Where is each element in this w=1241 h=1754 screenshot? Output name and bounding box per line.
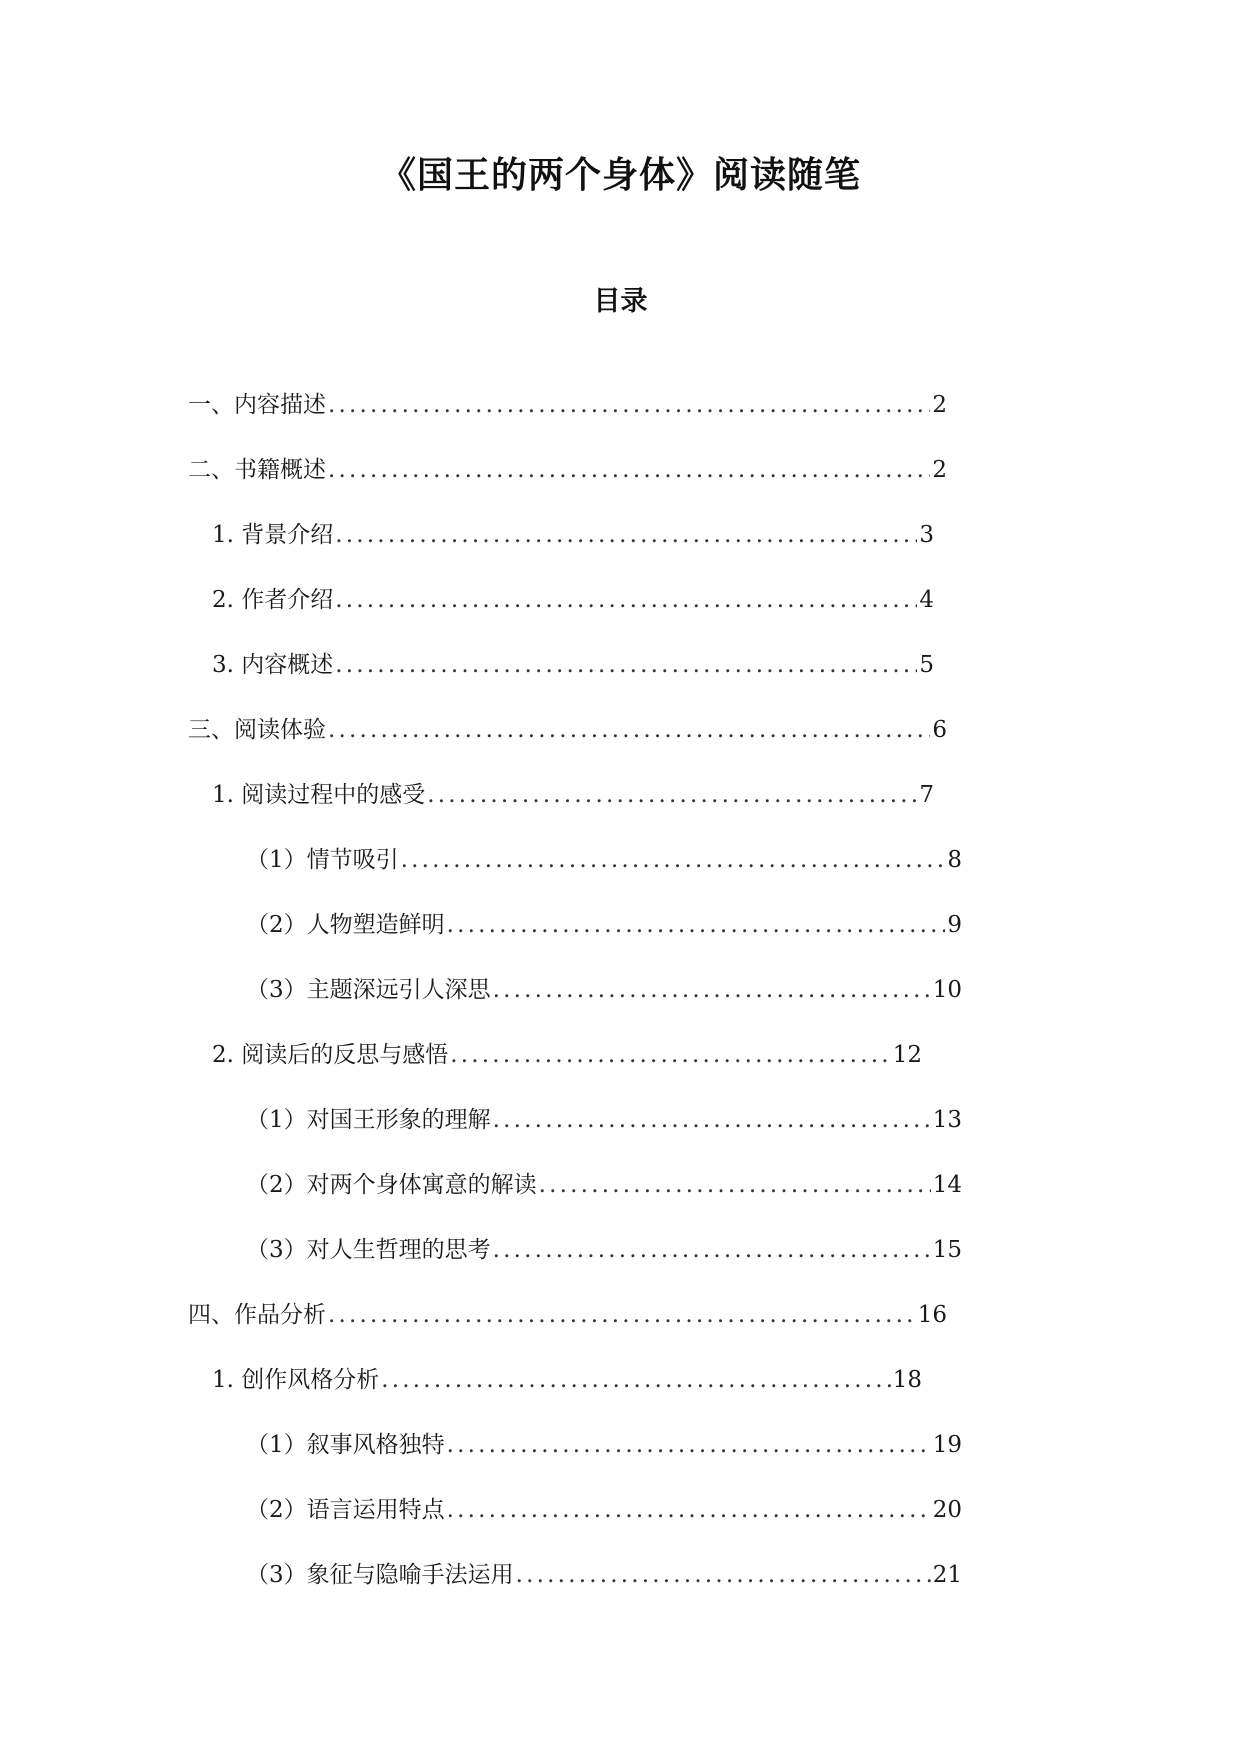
toc-entry[interactable] [246,840,962,880]
toc-entry[interactable] [212,580,934,620]
toc-entry-label: 1. 背景介绍 [212,522,334,548]
toc-entry[interactable] [188,1295,947,1335]
toc-dot-leader [447,1425,931,1465]
toc-page-number: 16 [917,1302,947,1328]
toc-entry[interactable] [212,775,934,815]
toc-entry[interactable] [188,450,947,490]
toc-entry-label: （1）叙事风格独特 [246,1432,445,1458]
toc-entry-label: 四、作品分析 [188,1302,326,1328]
toc-entry-label: 1. 阅读过程中的感受 [212,782,426,808]
toc-entry-label: （1）情节吸引 [246,847,399,873]
toc-dot-leader [335,515,917,555]
toc-dot-leader [447,905,946,945]
toc-entry[interactable] [212,645,934,685]
toc-entry-label: 2. 作者介绍 [212,587,334,613]
toc-entry[interactable] [246,1555,962,1595]
toc-entry-label: （3）主题深远引人深思 [246,977,491,1003]
toc-dot-leader [427,775,917,815]
toc-entry[interactable] [246,1230,962,1270]
toc-page-number: 2 [932,392,947,418]
toc-page-number: 12 [892,1042,922,1068]
toc-page-number: 4 [919,587,934,613]
toc-page-number: 8 [947,847,962,873]
toc-page-number: 5 [919,652,934,678]
document-title: 《国王的两个身体》阅读随笔 [379,155,861,196]
toc-entry-label: （2）语言运用特点 [246,1497,445,1523]
toc-page-number: 6 [932,717,947,743]
toc-entry-label: 一、内容描述 [188,392,326,418]
toc-page-number: 21 [932,1562,962,1588]
toc-entry-label: （1）对国王形象的理解 [246,1107,491,1133]
toc-entry-label: 三、阅读体验 [188,717,326,743]
toc-dot-leader [335,645,917,685]
toc-entry[interactable] [188,385,947,425]
toc-heading: 目录 [593,286,648,317]
toc-dot-leader [493,1100,931,1140]
toc-entry-label: （3）象征与隐喻手法运用 [246,1562,514,1588]
toc-dot-leader [328,385,930,425]
toc-entry-label: 1. 创作风格分析 [212,1367,380,1393]
toc-entry-label: 3. 内容概述 [212,652,334,678]
toc-entry[interactable] [246,905,962,945]
toc-entry[interactable] [246,1165,962,1205]
toc-page-number: 9 [947,912,962,938]
toc-page-number: 19 [932,1432,962,1458]
toc-entry-label: 2. 阅读后的反思与感悟 [212,1042,449,1068]
toc-dot-leader [381,1360,890,1400]
toc-entry-label: （2）人物塑造鲜明 [246,912,445,938]
toc-page-number: 3 [919,522,934,548]
toc-entry[interactable] [212,1035,922,1075]
toc-entry[interactable] [246,1100,962,1140]
toc-entry[interactable] [188,710,947,750]
toc-page-number: 7 [919,782,934,808]
toc-entry-label: （2）对两个身体寓意的解读 [246,1172,537,1198]
toc-dot-leader [328,450,930,490]
toc-entry[interactable] [212,1360,922,1400]
toc-dot-leader [328,1295,916,1335]
toc-dot-leader [447,1490,931,1530]
toc-entry-label: （3）对人生哲理的思考 [246,1237,491,1263]
toc-page-number: 2 [932,457,947,483]
toc-page-number: 15 [932,1237,962,1263]
toc-dot-leader [401,840,946,880]
toc-dot-leader [335,580,917,620]
toc-page-number: 13 [932,1107,962,1133]
toc-dot-leader [539,1165,931,1205]
toc-page-number: 20 [932,1497,962,1523]
toc-dot-leader [516,1555,931,1595]
toc-page-number: 10 [932,977,962,1003]
toc-entry[interactable] [246,970,962,1010]
toc-page-number: 14 [932,1172,962,1198]
toc-entry-label: 二、书籍概述 [188,457,326,483]
toc-page-number: 18 [892,1367,922,1393]
toc-dot-leader [493,970,931,1010]
toc-dot-leader [493,1230,931,1270]
toc-entry[interactable] [246,1425,962,1465]
toc-dot-leader [450,1035,890,1075]
toc-entry[interactable] [212,515,934,555]
toc-dot-leader [328,710,930,750]
toc-entry[interactable] [246,1490,962,1530]
